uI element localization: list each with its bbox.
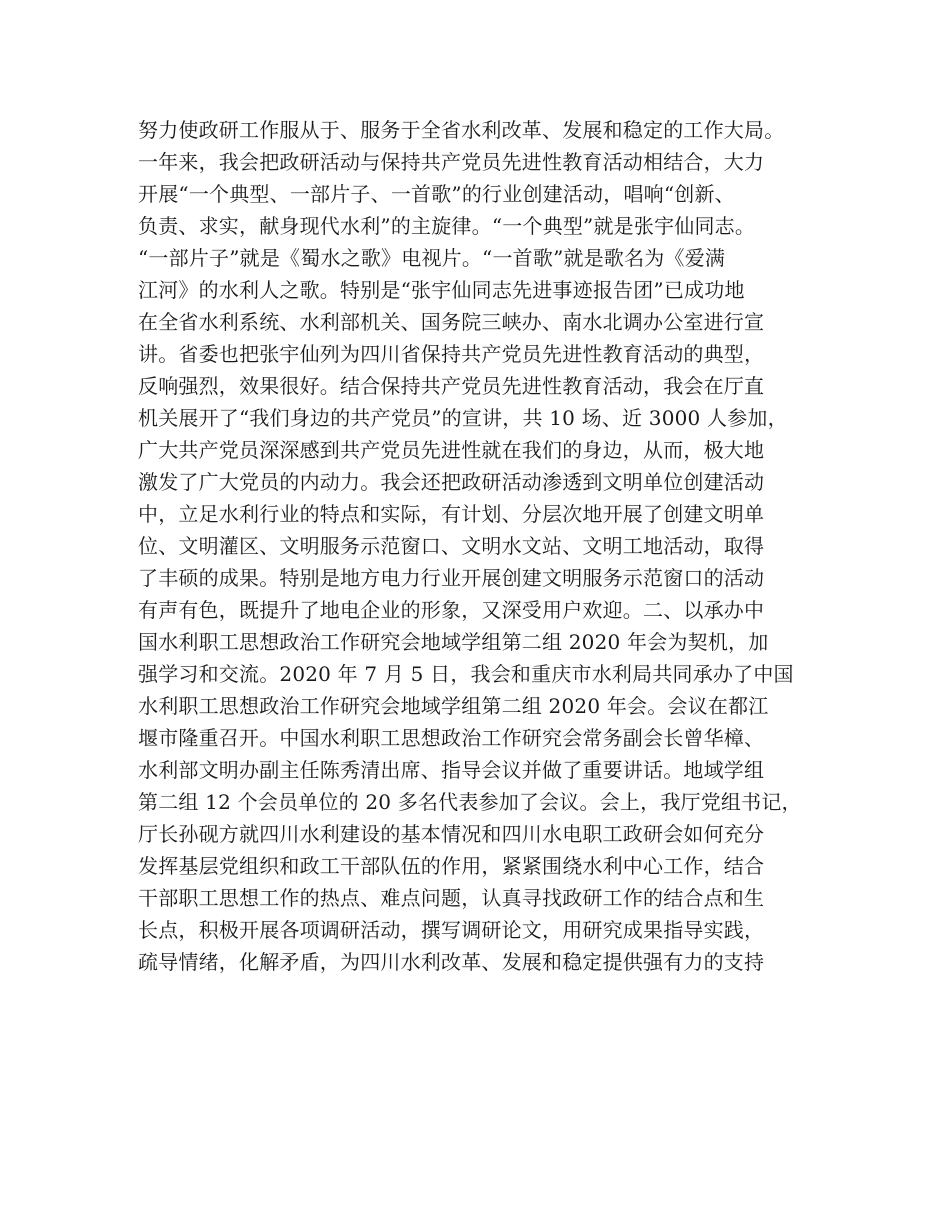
text-line: 机关展开了“我们身边的共产党员”的宣讲，共 10 场、近 3000 人参加， bbox=[138, 406, 788, 430]
text-line: 努力使政研工作服从于、服务于全省水利改革、发展和稳定的工作大局。 bbox=[138, 118, 785, 142]
text-line: 一年来，我会把政研活动与保持共产党员先进性教育活动相结合，大力 bbox=[138, 150, 765, 174]
text-line: 有声有色，既提升了地电企业的形象，又深受用户欢迎。二、以承办中 bbox=[138, 598, 765, 622]
text-line: 第二组 12 个会员单位的 20 多名代表参加了会议。会上，我厅党组书记， bbox=[138, 790, 802, 814]
body-text bbox=[138, 114, 838, 978]
text-line: 在全省水利系统、水利部机关、国务院三峡办、南水北调办公室进行宣 bbox=[138, 310, 765, 334]
text-line: 水利职工思想政治工作研究会地域学组第二组 2020 年会。会议在都江 bbox=[138, 694, 769, 718]
text-line: 国水利职工思想政治工作研究会地域学组第二组 2020 年会为契机，加 bbox=[138, 630, 769, 654]
text-line: 江河》的水利人之歌。特别是“张宇仙同志先进事迹报告团”已成功地 bbox=[138, 278, 745, 302]
text-line: 长点，积极开展各项调研活动，撰写调研论文，用研究成果指导实践， bbox=[138, 918, 765, 942]
text-line: 讲。省委也把张宇仙列为四川省保持共产党员先进性教育活动的典型， bbox=[138, 342, 765, 366]
text-line: 了丰硕的成果。特别是地方电力行业开展创建文明服务示范窗口的活动 bbox=[138, 566, 765, 590]
text-line: 干部职工思想工作的热点、难点问题，认真寻找政研工作的结合点和生 bbox=[138, 886, 765, 910]
text-line: 水利部文明办副主任陈秀清出席、指导会议并做了重要讲话。地域学组 bbox=[138, 758, 765, 782]
text-line: 中，立足水利行业的特点和实际，有计划、分层次地开展了创建文明单 bbox=[138, 502, 765, 526]
text-line: 厅长孙砚方就四川水利建设的基本情况和四川水电职工政研会如何充分 bbox=[138, 822, 765, 846]
text-line: 堰市隆重召开。中国水利职工思想政治工作研究会常务副会长曾华樟、 bbox=[138, 726, 765, 750]
text-line: 反响强烈，效果很好。结合保持共产党员先进性教育活动，我会在厅直 bbox=[138, 374, 765, 398]
text-line: 开展“一个典型、一部片子、一首歌”的行业创建活动，唱响“创新、 bbox=[138, 182, 735, 206]
text-line: 强学习和交流。2020 年 7 月 5 日，我会和重庆市水利局共同承办了中国 bbox=[138, 662, 794, 686]
text-line: “一部片子”就是《蜀水之歌》电视片。“一首歌”就是歌名为《爱满 bbox=[138, 246, 726, 270]
text-line: 疏导情绪，化解矛盾，为四川水利改革、发展和稳定提供强有力的支持 bbox=[138, 950, 765, 974]
text-line: 发挥基层党组织和政工干部队伍的作用，紧紧围绕水利中心工作，结合 bbox=[138, 854, 765, 878]
text-line: 负责、求实，献身现代水利”的主旋律。“一个典型”就是张宇仙同志。 bbox=[138, 214, 756, 238]
text-line: 激发了广大党员的内动力。我会还把政研活动渗透到文明单位创建活动 bbox=[138, 470, 765, 494]
text-line: 位、文明灌区、文明服务示范窗口、文明水文站、文明工地活动，取得 bbox=[138, 534, 765, 558]
text-line: 广大共产党员深深感到共产党员先进性就在我们的身边，从而，极大地 bbox=[138, 438, 765, 462]
